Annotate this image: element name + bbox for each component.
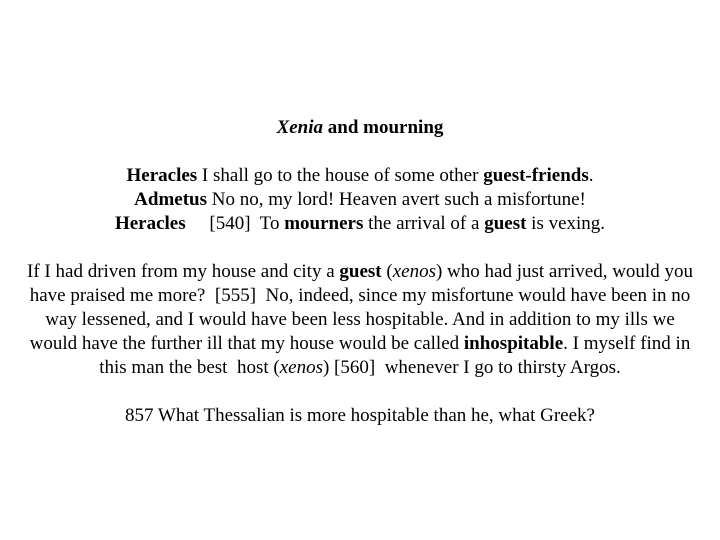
speaker-heracles: Heracles [126, 165, 198, 186]
paragraph-text: this man the best host ( [99, 357, 280, 378]
dialogue-text: the arrival of a [363, 213, 485, 234]
dialogue-text: I shall go to the house of some other [197, 165, 484, 186]
dialogue-text: . [588, 165, 594, 186]
term-guest: guest [339, 261, 382, 282]
paragraph-line-5 [0, 356, 720, 380]
term-inhospitable: inhospitable [463, 333, 564, 354]
speaker-admetus: Admetus [134, 189, 207, 210]
speaker-heracles: Heracles [114, 213, 186, 234]
paragraph-line-1 [0, 260, 720, 284]
closing-line: 857 What Thessalian is more hospitable than he, what Greek? [125, 405, 595, 426]
slide-title [0, 116, 720, 140]
paragraph-text: ( [381, 261, 393, 282]
paragraph-line-4 [0, 332, 720, 356]
dialogue-text: [540] To [185, 213, 285, 234]
term-xenos: xenos [279, 357, 323, 378]
dialogue-text: is vexing. [526, 213, 606, 234]
dialogue-line-1 [0, 164, 720, 188]
paragraph-text: ) who had just arrived, would you [435, 261, 693, 282]
title-rest: and mourning [323, 117, 444, 138]
paragraph-line-2: have praised me more? [555] No, indeed, since my misfortune would have been in no [29, 285, 691, 306]
paragraph-text: would have the further ill that my house would be called [29, 333, 464, 354]
paragraph-text: ) [560] whenever I go to thirsty Argos. [322, 357, 621, 378]
dialogue-line-3 [0, 212, 720, 236]
paragraph-text: . I myself find in [563, 333, 691, 354]
dialogue-line-2 [0, 188, 720, 212]
term-guest: guest [484, 213, 527, 234]
title-xenia: Xenia [276, 117, 324, 138]
term-mourners: mourners [284, 213, 364, 234]
paragraph-line-3: way lessened, and I would have been less hospitable. And in addition to my ills we [45, 309, 675, 330]
dialogue-text: No no, my lord! Heaven avert such a misfortune! [207, 189, 586, 210]
term-xenos: xenos [392, 261, 436, 282]
term-guest-friends: guest-friends [483, 165, 589, 186]
paragraph-text: If I had driven from my house and city a [27, 261, 340, 282]
